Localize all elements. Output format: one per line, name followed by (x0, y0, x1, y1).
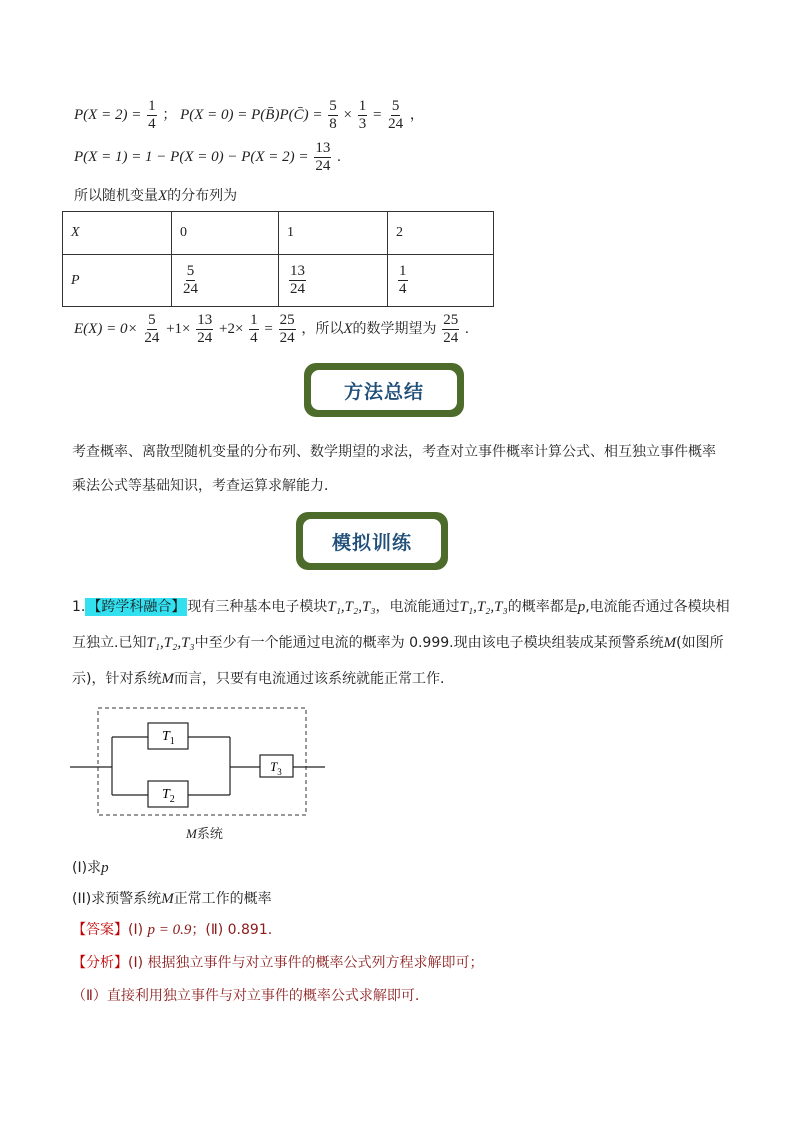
section-title: 模拟训练 (331, 531, 412, 554)
calc-line-2: P(X = 1) = 1 − P(X = 0) − P(X = 2) = $\frac{13}{24}$ . (74, 140, 341, 174)
svg-text:T3: $T_3$ (270, 759, 282, 777)
fraction: $\frac{1}{4}$ (148, 98, 156, 132)
question-2: (II)求预警系统M正常工作的概率 (72, 891, 272, 907)
table-cell: $\frac{5}{24}$ (172, 255, 279, 307)
answer-line: 【答案】(Ⅰ) p = 0.9；(Ⅱ) 0.891. (72, 922, 273, 938)
diagram-caption: M系统 (186, 826, 223, 842)
table-row (63, 255, 494, 307)
calc-line-1: P(X = 2) = $\frac{1}{4}$ ； P(X = 0) = P(B̄)P(C̄) = $\frac{5}{8}$ × $\frac{1}{3}$ = $\frac{5}{24}$ ， (74, 98, 424, 132)
problem-line-1: 1. 【跨学科融合】 现有三种基本电子模块T₁,T₂,T₃，电流能通过T₁,T₂,T₃的概率都是p,电流能否通过各模块相 (72, 599, 730, 615)
interdisciplinary-tag: 【跨学科融合】 (87, 599, 186, 615)
prob-x2-expression: P(X = 2) = (74, 106, 142, 123)
problem-line-2: 互独立.已知T₁,T₂,T₃中至少有一个能通过电流的概率为 0.999.现由该电子模块组装成某预警系统M(如图所 (72, 635, 724, 651)
fraction: $\frac{5}{8}$ (329, 98, 337, 132)
problem-1 (72, 589, 732, 697)
analysis-line-1: 【分析】(Ⅰ) 根据独立事件与对立事件的概率公式列方程求解即可； (72, 955, 484, 971)
fraction: $\frac{5}{24}$ (388, 98, 404, 132)
prob-x0-expression: P(X = 0) = P(B̄)P(C̄) = (180, 106, 323, 123)
table-cell: 1 (279, 212, 388, 255)
table-cell: X (63, 212, 172, 255)
fraction: $\frac{13}{24}$ (315, 140, 331, 174)
problem-line-3: 示)，针对系统M而言，只要有电流通过该系统就能正常工作. (72, 671, 445, 687)
question-1: (Ⅰ)求p (72, 860, 109, 876)
svg-text:T1: $T_1$ (162, 729, 175, 747)
table-cell: 0 (172, 212, 279, 255)
fraction: $\frac{1}{3}$ (358, 98, 367, 132)
method-summary-body: 考查概率、离散型随机变量的分布列、数学期望的求法，考查对立事件概率计算公式、相互独立事件概率 乘法公式等基础知识，考查运算求解能力． (72, 444, 716, 494)
distribution-intro: 所以随机变量X的分布列为 (74, 188, 238, 204)
table-cell: P (63, 255, 172, 307)
analysis-tag: 【分析】 (72, 955, 128, 971)
prob-x1-expression: P(X = 1) = 1 − P(X = 0) − P(X = 2) = (74, 148, 309, 165)
section-badge-practice (296, 512, 448, 570)
table-row (63, 212, 494, 255)
section-title: 方法总结 (343, 380, 424, 403)
svg-text:T2: $T_2$ (162, 787, 175, 805)
answer-tag: 【答案】 (72, 922, 128, 938)
table-cell: 2 (388, 212, 494, 255)
expectation-line: E(X) = 0× $\frac{5}{24}$ +1× $\frac{13}{24}$ +2× $\frac{1}{4}$ = $\frac{25}{24}$ ，所以X的数学期望为 $\frac{25}{24}$ . (74, 312, 469, 346)
table-cell: $\frac{13}{24}$ (279, 255, 388, 307)
section-badge-method-summary (304, 363, 464, 417)
distribution-table (62, 211, 494, 307)
table-cell: $\frac{1}{4}$ (388, 255, 494, 307)
analysis-line-2: （Ⅱ）直接利用独立事件与对立事件的概率公式求解即可. (72, 988, 420, 1004)
